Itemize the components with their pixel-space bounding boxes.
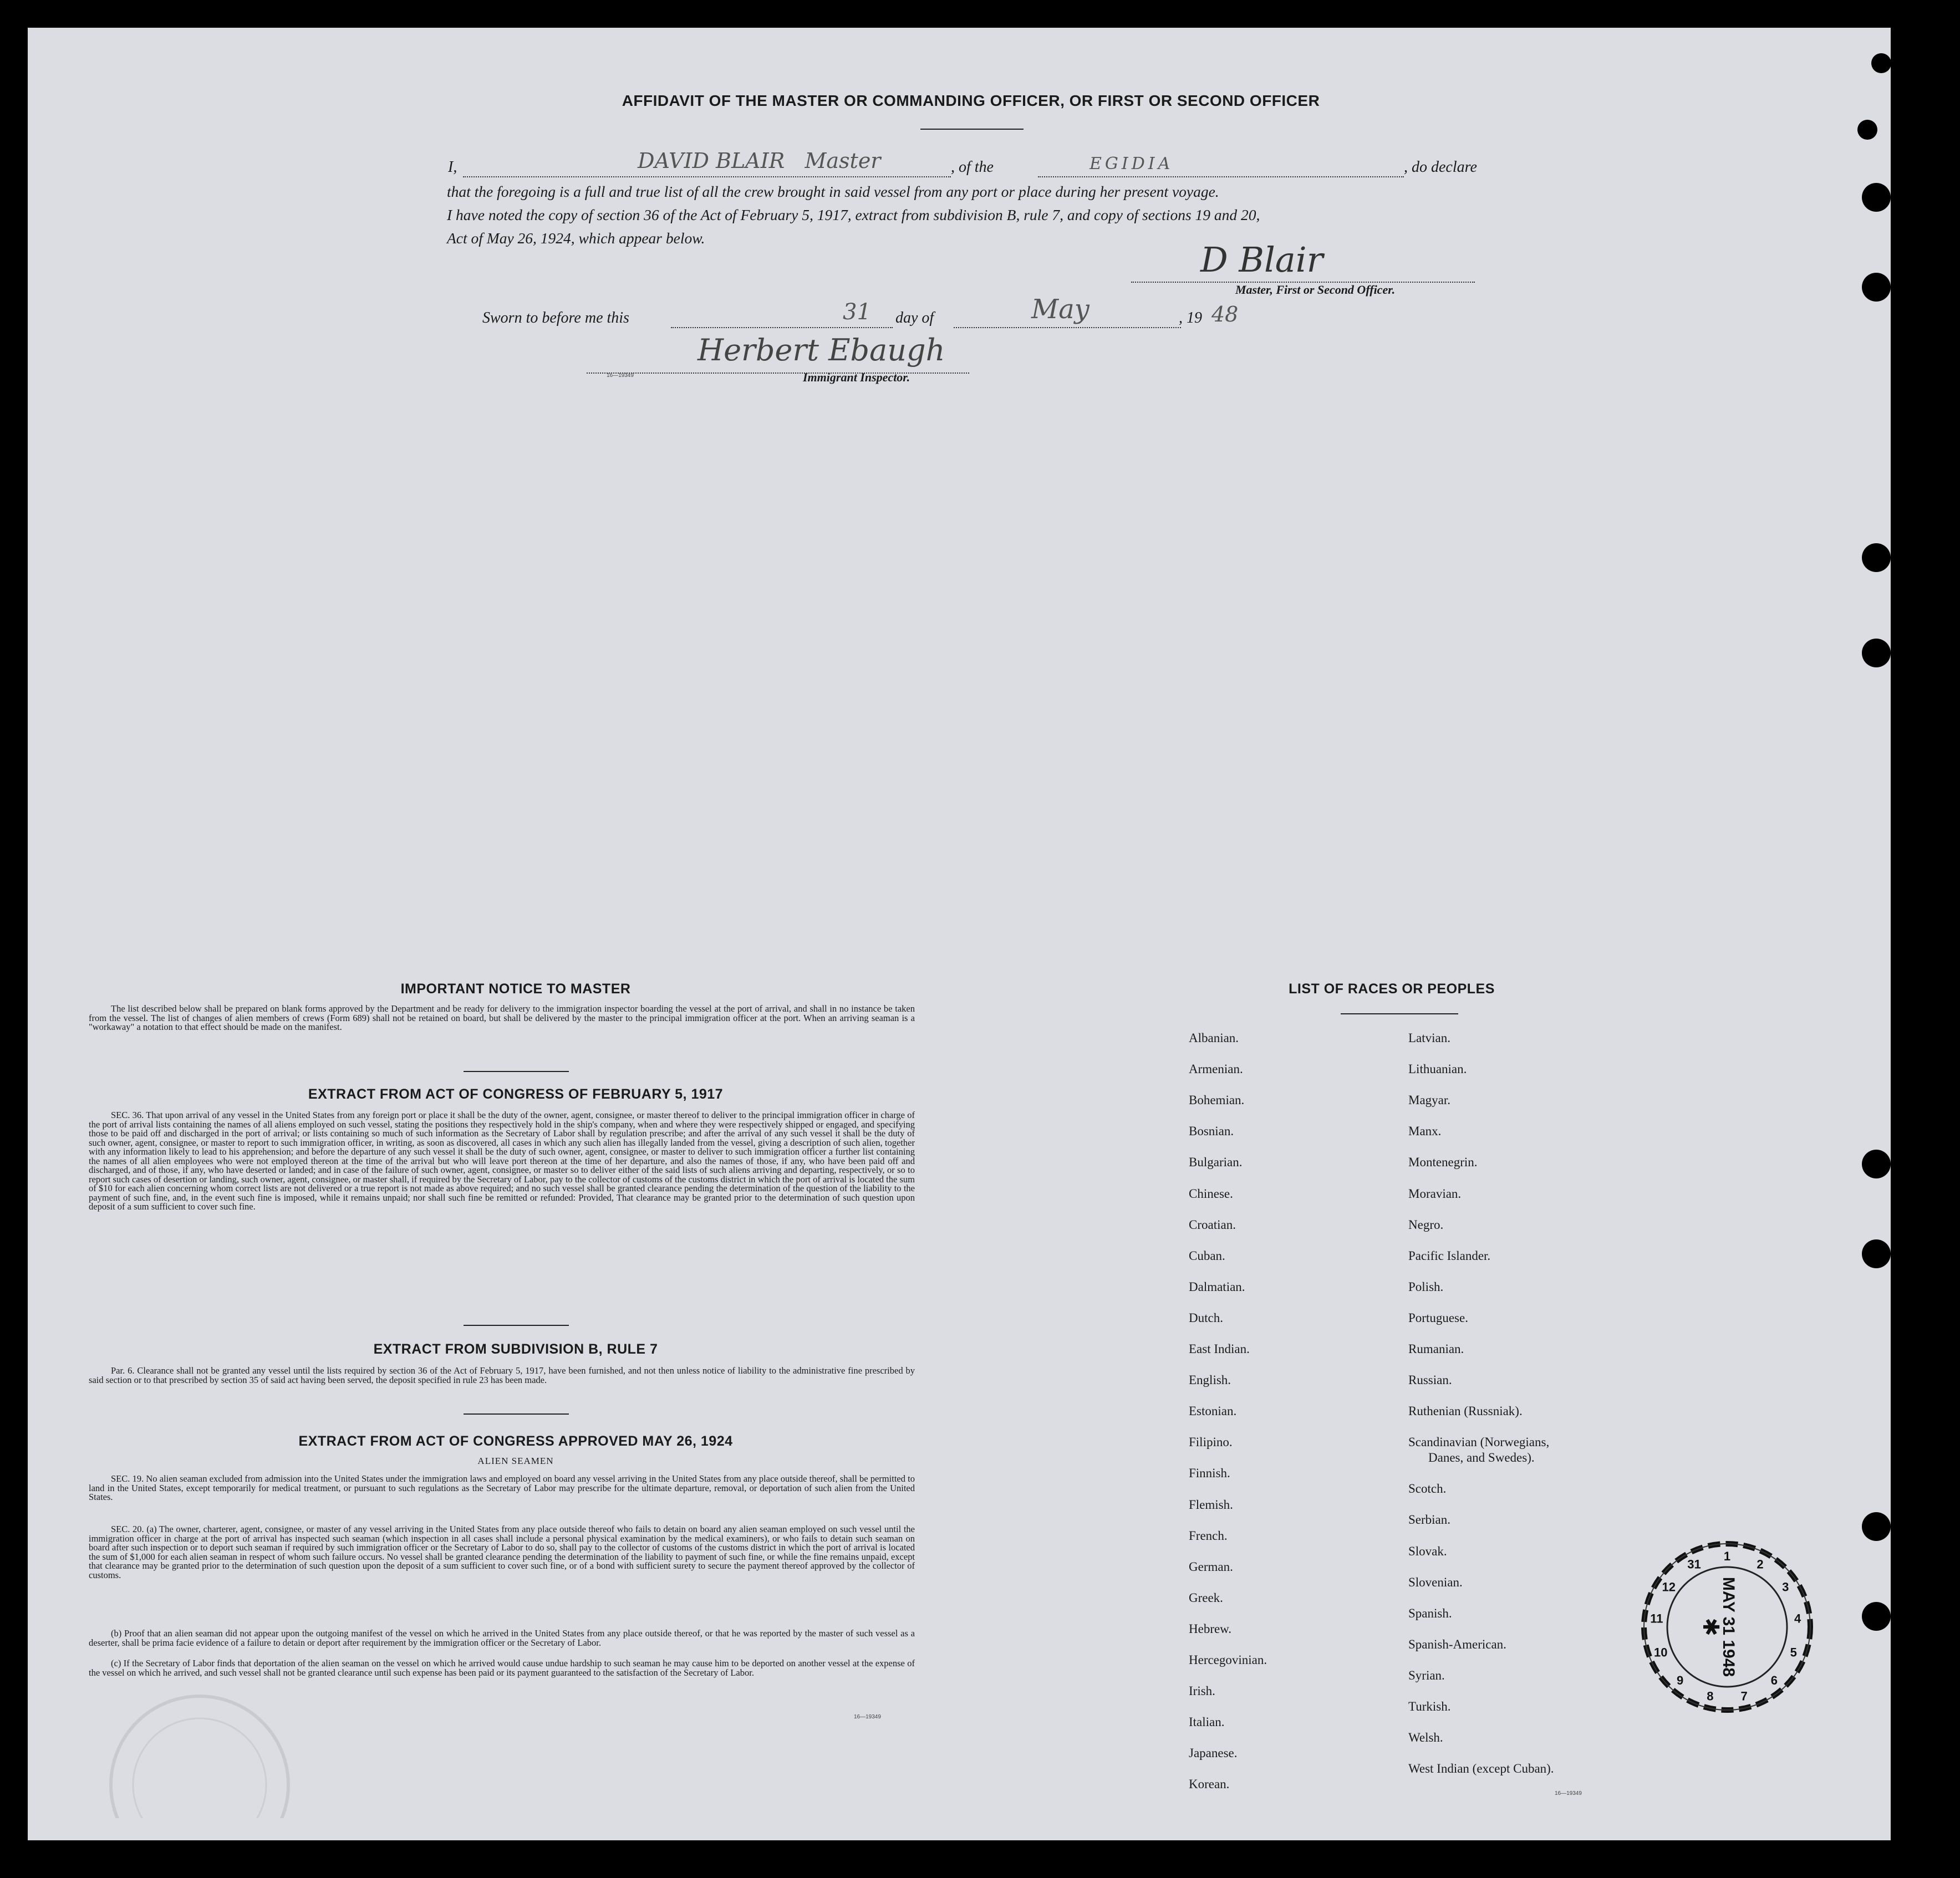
- subdivision-b-title: EXTRACT FROM SUBDIVISION B, RULE 7: [373, 1341, 658, 1357]
- inspector-signature: Herbert Ebaugh: [698, 333, 945, 368]
- stamp-number: 7: [1740, 1689, 1748, 1703]
- race-item: Rumanian.: [1408, 1342, 1464, 1356]
- affidavit-line1-suffix: , do declare: [1404, 159, 1477, 176]
- affidavit-form-number: 16—19349: [607, 372, 634, 379]
- notice-title: IMPORTANT NOTICE TO MASTER: [400, 981, 631, 997]
- extract-1924-title: EXTRACT FROM ACT OF CONGRESS APPROVED MAY 26, 1924: [298, 1433, 733, 1449]
- extract-1924-sec20a: SEC. 20. (a) The owner, charterer, agent, consignee, or master of any vessel arriving in the United States from any place outside thereof who fails to detain on board any alien seaman employed on such vessel until the immigration officer in charge at the port of arrival has inspected such seaman (which inspection in all cases shall include a personal physical examination by the medical examiners), or who fails to detain such seaman on board after such inspection or to deport such seaman if required by such immigration officer or the Secretary of Labor to do so, shall pay to the collector of customs of the customs district in which the port of arrival is located the sum of $1,000 for each alien seaman in respect of whom such failure occurs. No vessel shall be granted clearance pending the determination of the liability to payment of such fine, or while the fine remains unpaid, except that clearance may be granted prior to the determination of such question upon the deposit of a sum sufficient to cover such fine, or of a bond with sufficient surety to secure the payment thereof approved by the collector of customs.: [89, 1524, 915, 1580]
- stamp-number: 2: [1757, 1557, 1764, 1571]
- stamp-number: 3: [1782, 1580, 1789, 1594]
- race-item: Armenian.: [1189, 1062, 1243, 1076]
- affidavit-line1-prefix: I,: [448, 159, 457, 176]
- extract-form-number: 16—19349: [854, 1714, 881, 1720]
- punch-hole: [1862, 639, 1891, 667]
- race-item: Greek.: [1189, 1590, 1223, 1605]
- race-item: Filipino.: [1189, 1435, 1233, 1450]
- stamp-number: 10: [1654, 1645, 1668, 1660]
- race-item: Turkish.: [1408, 1700, 1451, 1713]
- extract-1924-sec20b: (b) Proof that an alien seaman did not appear upon the outgoing manifest of the vessel on which he arrived in the United States from any place outside thereof, or that he was reported by the master of such vessel as a deserter, shall be prima facie evidence of a failure to detain or deport after requirement by the immigration officer or the Secretary of Labor.: [89, 1628, 915, 1648]
- race-item: Spanish-American.: [1408, 1637, 1506, 1651]
- title-divider: [920, 129, 1024, 130]
- race-item: Moravian.: [1408, 1186, 1462, 1201]
- affidavit-line1-mid: , of the: [951, 159, 994, 176]
- divider: [464, 1071, 569, 1072]
- race-item: Italian.: [1189, 1715, 1225, 1729]
- punch-hole: [1871, 53, 1891, 73]
- punch-hole: [1862, 543, 1891, 572]
- stamp-number: 6: [1770, 1673, 1778, 1687]
- race-item: Slovenian.: [1408, 1575, 1463, 1589]
- stamp-number: 1: [1723, 1549, 1731, 1563]
- races-divider: [1341, 1013, 1458, 1014]
- svg-text:✱: ✱: [1698, 1617, 1723, 1636]
- race-item: Latvian.: [1408, 1031, 1450, 1045]
- race-item: Syrian.: [1408, 1668, 1445, 1682]
- extract-1917-text: SEC. 36. That upon arrival of any vessel in the United States from any foreign port or place it shall be the duty of the owner, agent, consignee, or master thereof to deliver to the principal immigration officer in charge of the port of arrival lists containing the names of all aliens employed on such vessel, stating the positions they respectively hold in the ship's company, when and where they were respectively shipped or engaged, and specifying those to be paid off and discharged in the port of arrival; or lists containing so much of such information as the Secretary of Labor shall by regulation prescribe; and after the arrival of any such vessel it shall be the duty of such owner, agent, consignee, or master to report to such immigration officer, in writing, as soon as discovered, all cases in which any such alien has illegally landed from the vessel, giving a description of such alien, together with any information likely to lead to his apprehension; and before the departure of any such vessel it shall be the duty of such owner, agent, consignee, or master to deliver to such immigration officer a further list containing the names of all alien employees who were not employed thereon at the time of the arrival but who will leave port thereon at the time of her departure, and also the names of those, if any, who have been paid off and discharged, and of those, if any, who have deserted or landed; and in case of the failure of such owner, agent, consignee, or master so to deliver either of the said lists of such aliens arriving and departing, respectively, or so to report such cases of desertion or landing, such owner, agent, consignee, or master shall, if required by the Secretary of Labor, pay to the collector of customs of the customs district in which the port of arrival is located the sum of $10 for each alien concerning whom correct lists are not delivered or a true report is not made as above required; and no such vessel shall be granted clearance pending the determination of the question of the liability to the payment of such fine, and, in the event such fine is imposed, while it remains unpaid; nor shall such fine be remitted or refunded: Provided, That clearance may be granted prior to the determination of such question upon deposit of a sum sufficient to cover such fine.: [89, 1110, 915, 1212]
- races-form-number: 16—19349: [1555, 1790, 1582, 1797]
- stamp-number: 11: [1650, 1611, 1663, 1626]
- race-item: Russian.: [1408, 1373, 1452, 1387]
- extract-1924-sec19: SEC. 19. No alien seaman excluded from admission into the United States under the immigration laws and employed on board any vessel arriving in the United States from any place outside thereof, shall be permitted to land in the United States, except temporarily for medical treatment, or pursuant to such regulations as the Secretary of Labor may prescribe for the ultimate departure, removal, or deportation of such alien from the United States.: [89, 1473, 915, 1502]
- affidavit-line3: I have noted the copy of section 36 of the Act of February 5, 1917, extract from subdivision B, rule 7, and copy of sections 19 and 20,: [447, 206, 1260, 223]
- race-item: Polish.: [1408, 1279, 1444, 1294]
- race-item: Negro.: [1408, 1217, 1444, 1232]
- race-item: Irish.: [1189, 1684, 1215, 1698]
- race-item: Lithuanian.: [1408, 1062, 1467, 1076]
- race-item: Magyar.: [1408, 1093, 1451, 1108]
- sworn-day-blank: [671, 327, 893, 328]
- master-signature: D Blair: [1200, 239, 1323, 280]
- notice-text: The list described below shall be prepared on blank forms approved by the Department and be ready for delivery to the immigration inspector boarding the vessel at the port of arrival, and shall in no instance be taken from the vessel. The list of changes of alien members of crews (Form 689) shall not be retained on board, but shall be delivered by the master to the principal immigration officer at the port. When an arriving seaman is a "workaway" a notation to that effect should be made on the manifest.: [89, 1003, 915, 1032]
- stamp-number: 12: [1662, 1580, 1676, 1594]
- master-caption: Master, First or Second Officer.: [1235, 283, 1396, 297]
- race-item: Serbian.: [1408, 1513, 1451, 1527]
- race-item: Dalmatian.: [1189, 1279, 1245, 1294]
- race-item: Bohemian.: [1189, 1093, 1245, 1108]
- race-item: Albanian.: [1189, 1031, 1239, 1045]
- affidavit-line4: Act of May 26, 1924, which appear below.: [447, 229, 705, 247]
- race-item: Dutch.: [1189, 1310, 1223, 1325]
- alien-seamen-subtitle: ALIEN SEAMEN: [477, 1456, 554, 1466]
- port-date-stamp: [1636, 1535, 1819, 1718]
- race-item: Scotch.: [1408, 1482, 1447, 1496]
- race-item: West Indian (except Cuban).: [1408, 1762, 1554, 1776]
- race-item: French.: [1189, 1528, 1228, 1543]
- inspector-caption: Immigrant Inspector.: [803, 370, 910, 384]
- sworn-year-handwritten: 48: [1211, 302, 1239, 326]
- race-item: Korean.: [1189, 1777, 1230, 1792]
- race-item: East Indian.: [1189, 1342, 1250, 1356]
- vessel-name-handwritten: EGIDIA: [1090, 154, 1174, 173]
- embossed-seal: [100, 1685, 299, 1818]
- race-item: Slovak.: [1408, 1544, 1447, 1558]
- race-item: Pacific Islander.: [1408, 1248, 1491, 1263]
- punch-hole: [1862, 273, 1891, 302]
- sworn-day-handwritten: 31: [843, 299, 871, 325]
- extract-1924-sec20c: (c) If the Secretary of Labor finds that deportation of the alien seaman on the vessel on which he arrived would cause undue hardship to such seaman he may cause him to be deported on another vessel at the expense of the vessel on which he arrived, and such vessel shall not be granted clearance until such expense has been paid or its payment guaranteed to the satisfaction of the Secretary of Labor.: [89, 1658, 915, 1678]
- punch-hole: [1862, 1512, 1891, 1541]
- race-item: Hercegovinian.: [1189, 1653, 1267, 1667]
- name-blank: [463, 176, 951, 177]
- stamp-date: MAY 31 1948: [1719, 1576, 1738, 1677]
- race-item: Manx.: [1408, 1124, 1442, 1139]
- race-item: Welsh.: [1408, 1731, 1443, 1745]
- affidavit-title: AFFIDAVIT OF THE MASTER OR COMMANDING OFFICER, OR FIRST OR SECOND OFFICER: [622, 92, 1320, 109]
- race-item: Montenegrin.: [1408, 1155, 1478, 1170]
- master-name-handwritten: DAVID BLAIR Master: [638, 149, 881, 173]
- race-item: Hebrew.: [1189, 1621, 1232, 1636]
- punch-hole: [1862, 1150, 1891, 1178]
- race-item: Cuban.: [1189, 1248, 1225, 1263]
- punch-hole: [1862, 183, 1891, 212]
- stamp-number: 31: [1687, 1557, 1701, 1571]
- race-item: Ruthenian (Russniak).: [1408, 1404, 1523, 1418]
- affidavit-line2: that the foregoing is a full and true list of all the crew brought in said vessel from any port or place during her present voyage.: [447, 183, 1219, 200]
- sworn-month-blank: [954, 327, 1181, 328]
- sworn-day-of: day of: [895, 309, 934, 326]
- punch-hole: [1862, 1602, 1891, 1631]
- race-item: Japanese.: [1189, 1746, 1238, 1760]
- race-item: Scandinavian (Norwegians,: [1408, 1435, 1550, 1450]
- divider: [464, 1325, 569, 1326]
- stamp-number: 9: [1676, 1673, 1684, 1687]
- stamp-number: 4: [1794, 1611, 1801, 1626]
- race-item: Portuguese.: [1408, 1310, 1468, 1325]
- race-item: Chinese.: [1189, 1186, 1233, 1201]
- subdivision-b-text: Par. 6. Clearance shall not be granted any vessel until the lists required by section 36 of the Act of February 5, 1917, have been furnished, and not then unless notice of liability to the administrative fine prescribed by said section or to that prescribed by section 35 of said act having been served, the deposit specified in rule 23 has been made.: [89, 1365, 915, 1385]
- race-item: Finnish.: [1189, 1466, 1230, 1481]
- stamp-number: 5: [1790, 1645, 1797, 1660]
- race-item: Danes, and Swedes).: [1428, 1451, 1535, 1465]
- extract-1917-title: EXTRACT FROM ACT OF CONGRESS OF FEBRUARY 5, 1917: [308, 1086, 724, 1102]
- divider: [464, 1413, 569, 1415]
- vessel-blank: [1038, 176, 1404, 177]
- race-item: Bulgarian.: [1189, 1155, 1243, 1170]
- race-item: English.: [1189, 1373, 1231, 1387]
- stamp-number: 8: [1707, 1689, 1714, 1703]
- race-item: Croatian.: [1189, 1217, 1236, 1232]
- race-item: German.: [1189, 1559, 1233, 1574]
- punch-hole: [1857, 120, 1877, 140]
- race-item: Spanish.: [1408, 1606, 1452, 1620]
- race-item: Flemish.: [1189, 1497, 1233, 1512]
- sworn-month-handwritten: May: [1031, 294, 1090, 325]
- punch-hole: [1862, 1239, 1891, 1268]
- race-item: Bosnian.: [1189, 1124, 1234, 1139]
- race-item: Estonian.: [1189, 1404, 1237, 1418]
- sworn-year-prefix: , 19: [1179, 309, 1202, 326]
- inspector-signature-line: [587, 372, 969, 374]
- sworn-prefix: Sworn to before me this: [482, 309, 629, 326]
- races-title: LIST OF RACES OR PEOPLES: [1289, 981, 1495, 997]
